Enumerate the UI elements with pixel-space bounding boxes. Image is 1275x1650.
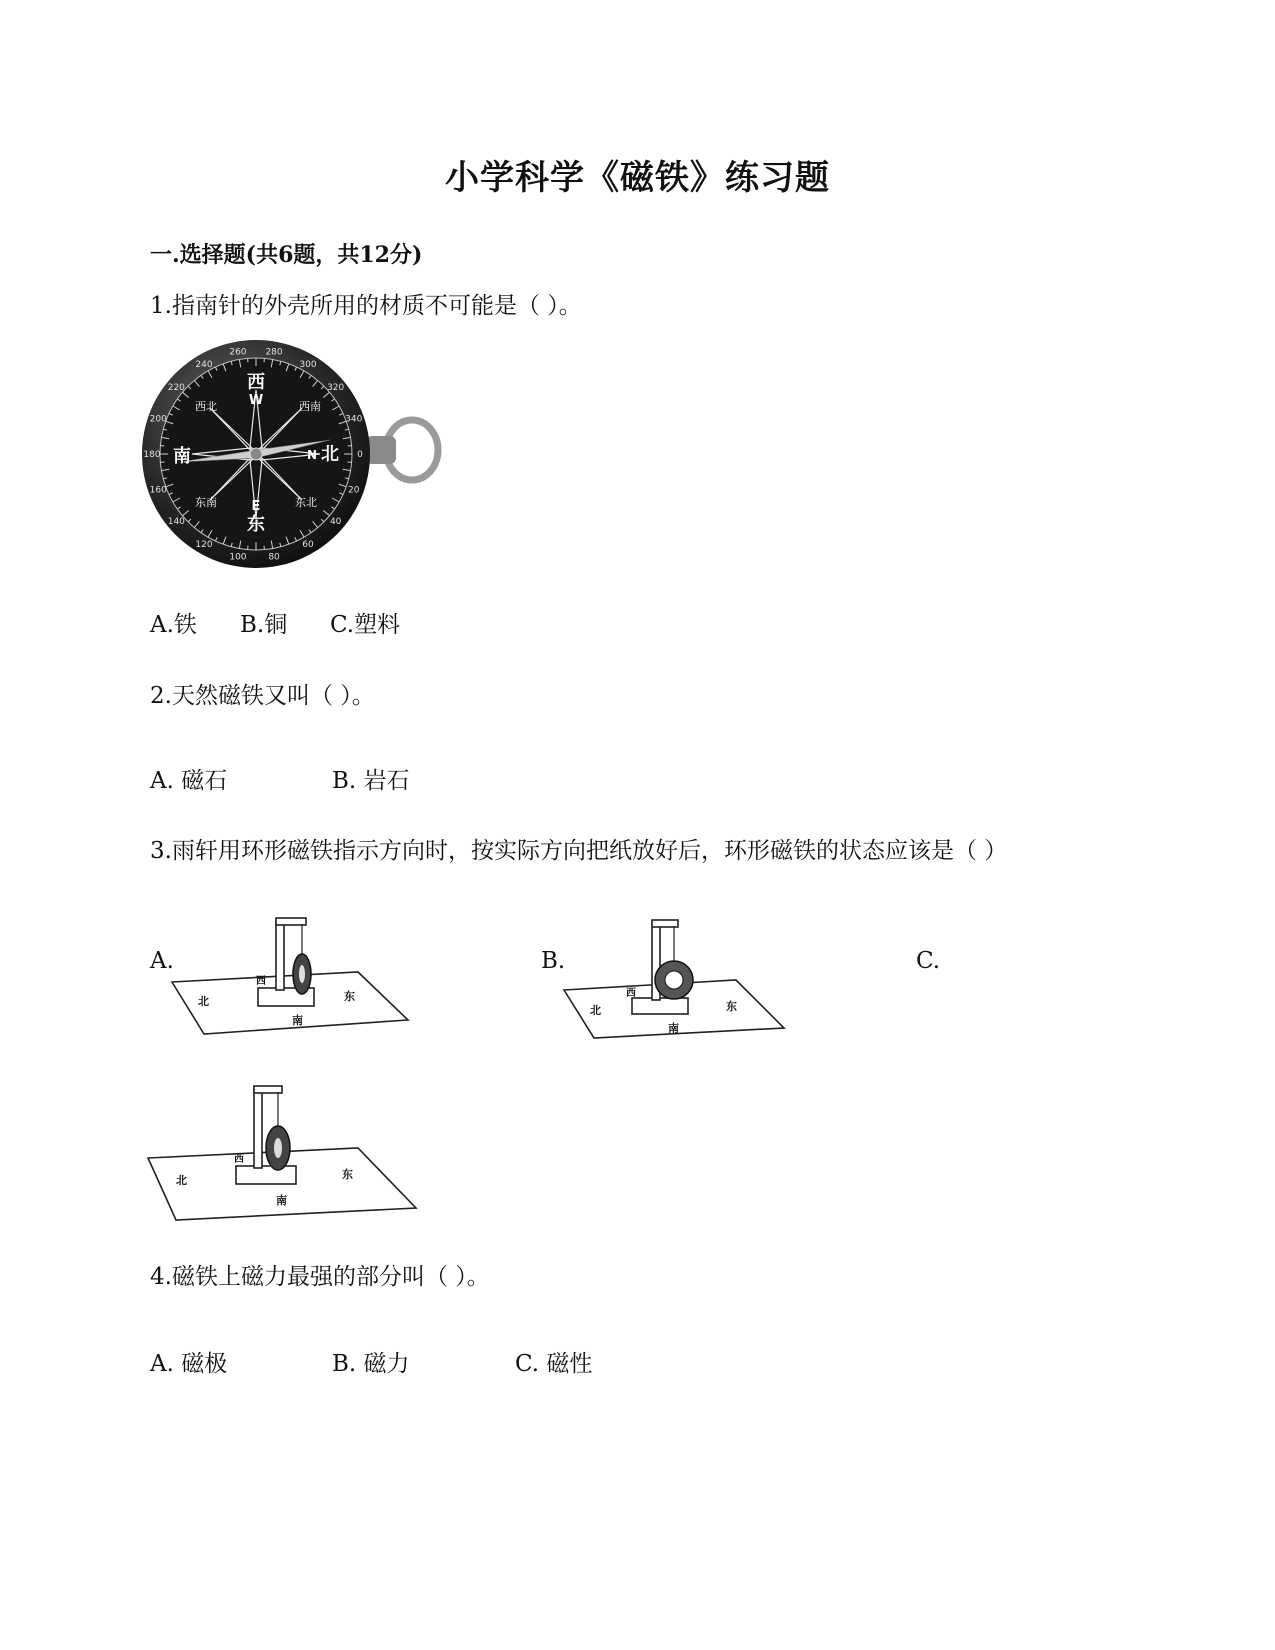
option-a-arm [276,918,306,925]
option-c-arm [254,1086,282,1093]
compass-dial-number: 320 [327,383,345,394]
option-c-pole [254,1088,262,1168]
section-heading: 一.选择题(共6题，共12分) [150,242,423,268]
question-1-option-c[interactable]: C.塑料 [330,612,401,638]
question-4-option-b[interactable]: B. 磁力 [332,1351,410,1377]
option-b-figure [560,910,790,1046]
option-c-base [236,1166,296,1184]
option-c-paper-label-3: 西 [234,1154,244,1165]
compass-intercardinal-1: 西南 [299,400,321,413]
compass-dial-number: 60 [302,540,314,551]
compass-intercardinal-3: 东北 [295,496,317,509]
question-4-stem: 4.磁铁上磁力最强的部分叫（ ）。 [150,1264,490,1290]
compass-dial-number: 220 [167,383,185,394]
question-1-options [150,606,550,636]
option-a-paper-label-2: 南 [292,1014,303,1027]
compass-dial-number: 120 [195,540,213,551]
compass-dial-number: 300 [299,359,317,370]
option-c-paper-label-1: 北 [176,1174,187,1187]
option-c-figure [146,1078,426,1228]
option-b-paper-label-3: 西 [626,988,636,999]
question-2-stem: 2.天然磁铁又叫（ ）。 [150,683,375,709]
question-1-stem: 1.指南针的外壳所用的材质不可能是（ ）。 [150,293,582,319]
compass-dial-number: 80 [268,552,280,563]
question-2-option-a[interactable]: A. 磁石 [150,768,228,794]
compass-label-top: 西 [247,372,265,393]
option-c-paper-label-4: 东 [342,1168,353,1181]
compass-label-bottom: 东 [247,514,265,535]
compass-dial-number: 0 [357,450,363,460]
question-2-options [150,762,550,792]
compass-letter-top: W [248,393,264,408]
compass-dial-number: 180 [143,450,161,460]
option-c-paper-label-2: 南 [276,1194,287,1207]
compass-label-left: 南 [173,446,191,467]
question-1-option-a[interactable]: A.铁 [150,612,197,638]
compass-intercardinal-0: 西北 [195,400,217,413]
question-3-option-b-label[interactable]: B. [541,948,566,974]
compass-dial-number: 200 [149,414,167,425]
compass-dial-number: 340 [345,414,363,425]
compass-letter-right: N [306,448,318,462]
compass-dial-number: 160 [149,485,167,496]
option-a-pole [276,920,284,990]
compass-dial-number: 280 [265,347,283,358]
question-3-option-a-label[interactable]: A. [150,948,174,974]
option-b-paper-label-2: 南 [668,1022,679,1035]
compass-icon [140,338,450,570]
option-a-paper-label-1: 北 [198,995,209,1008]
compass-letter-bottom: E [251,499,261,514]
question-3-stem: 3.雨轩用环形磁铁指示方向时，按实际方向把纸放好后，环形磁铁的状态应该是（ ） [150,838,1008,864]
option-a-paper-label-3: 西 [256,976,266,987]
question-4-options [150,1345,750,1375]
compass-dial-number: 240 [195,359,213,370]
compass-dial-number: 20 [348,485,360,496]
compass-label-right: 北 [321,444,339,465]
page-title: 小学科学《磁铁》练习题 [445,158,830,198]
compass-dial-number: 100 [229,552,247,563]
option-b-paper-label-4: 东 [726,1000,737,1013]
compass-hinge [366,436,396,464]
compass-intercardinal-2: 东南 [195,496,217,509]
question-4-option-a[interactable]: A. 磁极 [150,1351,228,1377]
question-1-option-b[interactable]: B.铜 [240,612,288,638]
question-3-option-c-label[interactable]: C. [916,948,941,974]
option-b-arm [652,920,678,927]
question-2-option-b[interactable]: B. 岩石 [332,768,410,794]
question-4-option-c[interactable]: C. 磁性 [515,1351,593,1377]
option-a-paper-label-4: 东 [344,990,355,1003]
option-a-figure [168,910,418,1046]
compass-dial-number: 260 [229,347,247,358]
compass-dial-number: 140 [167,516,185,527]
option-b-paper-label-1: 北 [590,1004,601,1017]
compass-dial-number: 40 [329,516,342,527]
